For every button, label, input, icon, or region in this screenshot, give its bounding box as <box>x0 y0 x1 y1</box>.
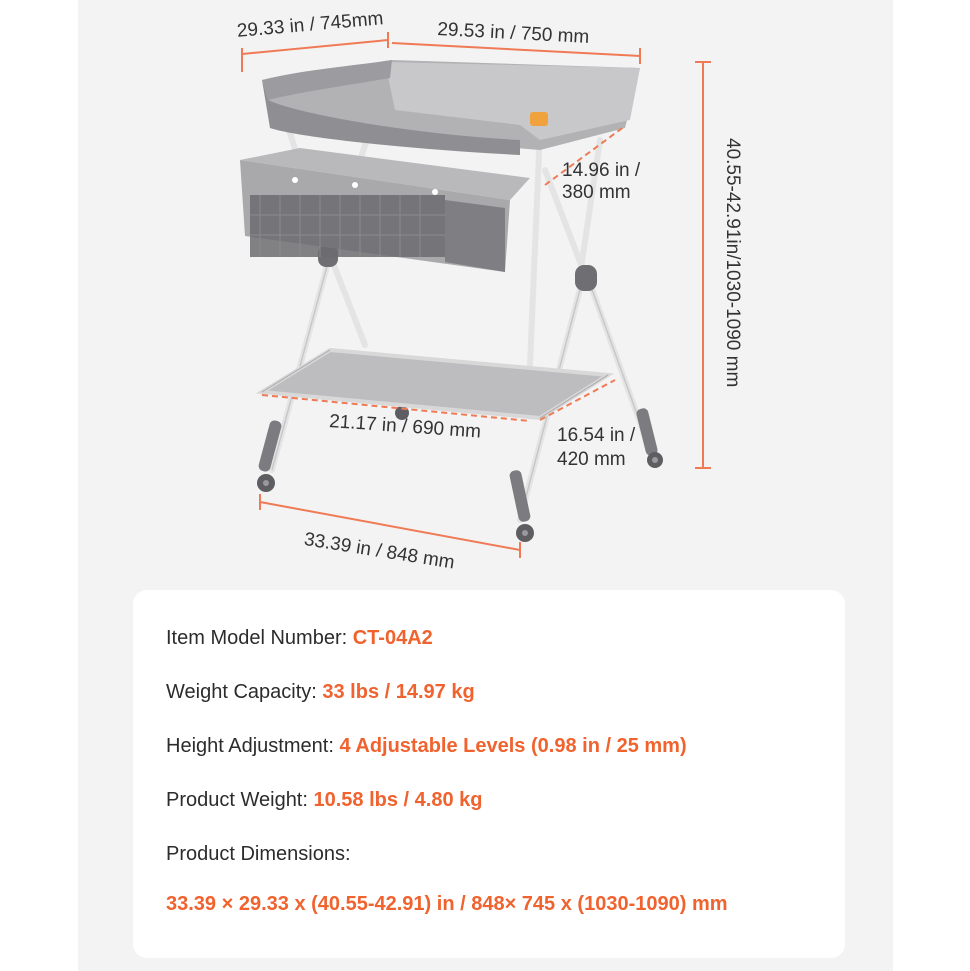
dimension-shelf-width-label: 21.17 in / 690 mm <box>328 410 482 443</box>
storage-basket <box>240 148 530 272</box>
dimension-height-label: 40.55-42.91in/1030-1090 mm <box>722 138 743 388</box>
spec-height-adjustment <box>166 735 687 758</box>
spec-weight-capacity-value: 33 lbs / 14.97 kg <box>322 681 475 703</box>
spec-height-adjustment-value: 4 Adjustable Levels (0.98 in / 25 mm) <box>339 735 687 757</box>
spec-model-number-value: CT-04A2 <box>352 627 433 649</box>
spec-height-adjustment-label: Height Adjustment: <box>166 735 340 757</box>
spec-model-number-label: Item Model Number: <box>166 627 353 649</box>
specification-card <box>133 590 845 958</box>
dimension-top-width-label: 29.53 in / 750 mm <box>436 18 590 48</box>
spec-product-dimensions-label: Product Dimensions: <box>166 843 351 865</box>
dimension-shelf-depth-label: 16.54 in / 420 mm <box>557 425 636 470</box>
spec-product-weight <box>166 789 482 812</box>
spec-model-number <box>166 627 433 650</box>
spec-weight-capacity-label: Weight Capacity: <box>166 681 323 703</box>
dimension-base-width-label: 33.39 in / 848 mm <box>302 528 457 574</box>
spec-product-weight-label: Product Weight: <box>166 789 314 811</box>
spec-product-weight-value: 10.58 lbs / 4.80 kg <box>313 789 483 811</box>
dimension-top-depth-label: 29.33 in / 745mm <box>236 8 385 42</box>
spec-weight-capacity <box>166 681 475 704</box>
dimension-basket-depth-label: 14.96 in / 380 mm <box>562 160 641 203</box>
changing-pad <box>262 60 640 155</box>
spec-product-dimensions-value: 33.39 × 29.33 x (40.55-42.91) in / 848× 745 x (1030-1090) mm <box>166 893 728 915</box>
